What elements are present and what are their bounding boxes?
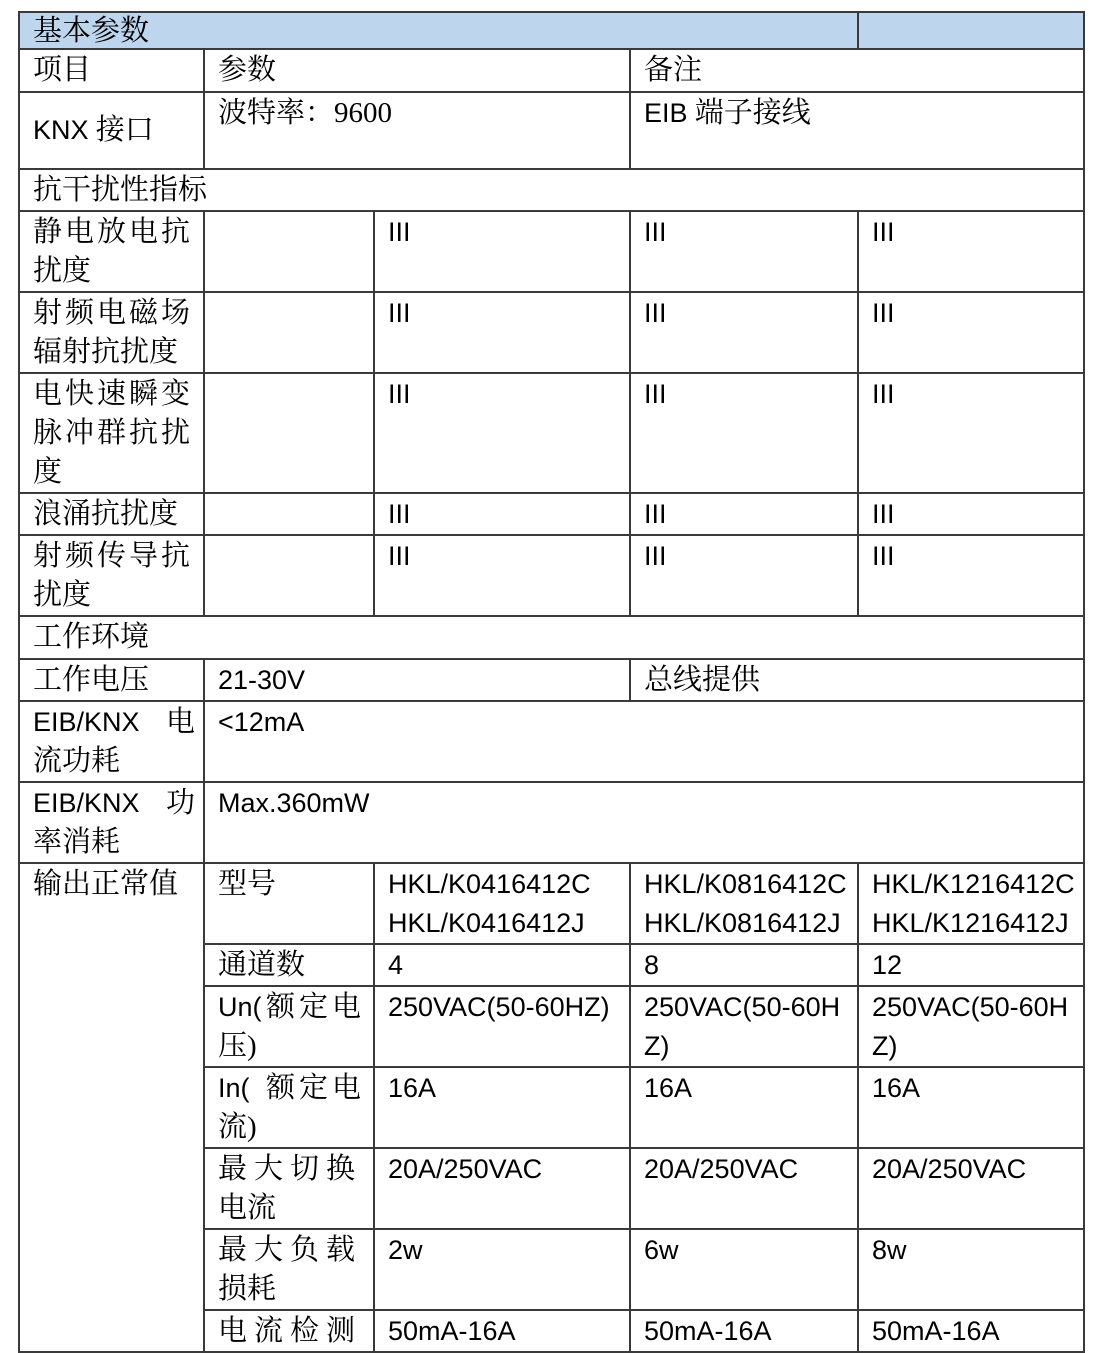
output-sublabel-cell	[204, 1148, 374, 1229]
rated-current-label-cn: 额定电	[265, 1072, 365, 1104]
rated-voltage-value: Z)	[644, 1031, 670, 1061]
output-sublabel-line	[218, 1069, 365, 1108]
col-header-param-cell	[204, 49, 630, 92]
power-value: Max.360mW	[218, 788, 370, 818]
output-sublabel: 电流检测	[218, 1315, 363, 1347]
environment-section-row	[19, 616, 1084, 659]
immunity-empty-cell	[204, 373, 374, 493]
voltage-value: 21-30V	[218, 665, 306, 695]
load-loss-value: 2w	[388, 1235, 423, 1265]
rated-voltage-value: Z)	[872, 1031, 898, 1061]
channel-count: 4	[388, 950, 404, 980]
immunity-empty-cell	[204, 211, 374, 292]
model-number: HKL/K0416412J	[388, 908, 585, 938]
immunity-label-line: 辐射抗扰度	[33, 336, 179, 368]
output-value-cell	[630, 944, 858, 986]
channel-count: 8	[644, 950, 660, 980]
output-section-label: 输出正常值	[33, 868, 179, 900]
output-value-cell	[374, 944, 630, 986]
col-header-param: 参数	[218, 54, 277, 86]
rated-current-value: 16A	[644, 1073, 693, 1103]
output-value-cell	[374, 1310, 630, 1352]
output-value-cell	[858, 1310, 1084, 1352]
rated-current-value: 16A	[388, 1073, 437, 1103]
output-model-row	[19, 863, 1084, 944]
current-label-cn: 电	[165, 706, 195, 738]
knx-param-cell	[204, 92, 630, 169]
current-detection-value: 50mA-16A	[872, 1316, 1000, 1346]
immunity-value-cell	[858, 373, 1084, 493]
model-number: HKL/K0816412C	[644, 869, 847, 899]
immunity-label-line: 度	[33, 456, 63, 488]
output-value-cell	[858, 1067, 1084, 1148]
immunity-value-cell	[374, 493, 630, 535]
knx-label-en: KNX	[33, 115, 89, 145]
immunity-label-line: 射频电磁场	[33, 297, 194, 329]
power-label-en: EIB/KNX	[33, 788, 140, 818]
current-label-en: EIB/KNX	[33, 707, 140, 737]
immunity-label-line: 浪涌抗扰度	[33, 498, 179, 530]
power-consumption-row	[19, 782, 1084, 863]
immunity-label-line: 扰度	[33, 255, 92, 287]
voltage-label-cell	[19, 659, 204, 701]
immunity-label-cell	[19, 211, 204, 292]
voltage-note: 总线提供	[644, 664, 761, 696]
power-label-line	[33, 784, 195, 823]
output-value-cell	[858, 944, 1084, 986]
max-switching-value: 20A/250VAC	[644, 1154, 799, 1184]
output-sublabel-cell	[204, 944, 374, 986]
immunity-label-cell	[19, 535, 204, 616]
voltage-value-cell	[204, 659, 630, 701]
output-value-cell	[630, 1148, 858, 1229]
immunity-row-esd	[19, 211, 1084, 292]
rated-voltage-label-cn: 额定电	[265, 991, 365, 1023]
immunity-label-cell	[19, 373, 204, 493]
model-number: HKL/K1216412J	[872, 908, 1069, 938]
rated-voltage-value: 250VAC(50-60HZ)	[388, 992, 610, 1022]
output-value-cell	[374, 1067, 630, 1148]
voltage-label: 工作电压	[33, 664, 150, 696]
col-header-item-cell	[19, 49, 204, 92]
rated-current-value: 16A	[872, 1073, 921, 1103]
immunity-label-line: 电快速瞬变	[33, 378, 194, 410]
output-value-cell	[858, 1148, 1084, 1229]
model-number: HKL/K0416412C	[388, 869, 591, 899]
model-number: HKL/K1216412C	[872, 869, 1075, 899]
max-switching-value: 20A/250VAC	[872, 1154, 1027, 1184]
output-value-cell	[374, 986, 630, 1067]
output-value-cell	[630, 1067, 858, 1148]
output-value-cell	[630, 1229, 858, 1310]
immunity-section-title: 抗干扰性指标	[33, 174, 208, 206]
output-sublabel-line: 电流	[218, 1192, 277, 1224]
current-label-line: 流功耗	[33, 745, 121, 777]
output-value-cell	[630, 1310, 858, 1352]
output-value-cell	[630, 863, 858, 944]
current-detection-value: 50mA-16A	[388, 1316, 516, 1346]
immunity-value-cell	[858, 493, 1084, 535]
immunity-value: III	[388, 298, 411, 328]
immunity-value: III	[644, 499, 667, 529]
immunity-value-cell	[374, 373, 630, 493]
immunity-value-cell	[630, 292, 858, 373]
immunity-label-line: 静电放电抗	[33, 216, 194, 248]
rated-current-label-en: In(	[218, 1073, 250, 1103]
environment-section-title: 工作环境	[33, 621, 150, 653]
output-section-label-cell	[19, 863, 204, 1352]
power-value-cell	[204, 782, 1084, 863]
power-label-line: 率消耗	[33, 826, 121, 858]
immunity-value-cell	[630, 373, 858, 493]
immunity-value-cell	[630, 535, 858, 616]
model-number: HKL/K0816412J	[644, 908, 841, 938]
output-value-cell	[374, 863, 630, 944]
rated-voltage-value: 250VAC(50-60H	[644, 992, 841, 1022]
immunity-label-cell	[19, 493, 204, 535]
knx-note-cell	[630, 92, 1084, 169]
voltage-note-cell	[630, 659, 1084, 701]
immunity-value: III	[388, 499, 411, 529]
rated-voltage-label-en: Un(	[218, 992, 262, 1022]
current-value-cell	[204, 701, 1084, 782]
output-sublabel-cell	[204, 1067, 374, 1148]
col-header-note: 备注	[644, 54, 703, 86]
output-sublabel-cell	[204, 1229, 374, 1310]
immunity-label-line: 扰度	[33, 579, 92, 611]
immunity-empty-cell	[204, 535, 374, 616]
immunity-value: III	[644, 541, 667, 571]
immunity-value: III	[872, 298, 895, 328]
immunity-value: III	[644, 217, 667, 247]
immunity-value: III	[872, 541, 895, 571]
rated-voltage-value: 250VAC(50-60H	[872, 992, 1069, 1022]
power-label-cell	[19, 782, 204, 863]
output-sublabel-line: 流)	[218, 1111, 257, 1143]
immunity-row-rf-conducted	[19, 535, 1084, 616]
output-sublabel-line: 最大切换	[218, 1153, 363, 1185]
output-sublabel-line	[218, 988, 365, 1027]
output-value-cell	[374, 1148, 630, 1229]
immunity-empty-cell	[204, 292, 374, 373]
immunity-label-line: 脉冲群抗扰	[33, 417, 194, 449]
load-loss-value: 6w	[644, 1235, 679, 1265]
immunity-value-cell	[858, 211, 1084, 292]
immunity-row-rf-field	[19, 292, 1084, 373]
immunity-value-cell	[374, 535, 630, 616]
output-value-cell	[858, 863, 1084, 944]
output-sublabel-cell	[204, 1310, 374, 1352]
immunity-empty-cell	[204, 493, 374, 535]
current-value: <12mA	[218, 707, 305, 737]
knx-label-cell	[19, 92, 204, 169]
col-header-item: 项目	[33, 54, 92, 86]
output-sublabel-line: 损耗	[218, 1273, 277, 1305]
output-value-cell	[858, 1229, 1084, 1310]
output-value-cell	[630, 986, 858, 1067]
knx-baudrate: 波特率：9600	[218, 97, 393, 129]
col-header-note-cell	[630, 49, 1084, 92]
current-label-line	[33, 703, 195, 742]
immunity-value: III	[388, 541, 411, 571]
immunity-value: III	[872, 217, 895, 247]
output-sublabel-cell	[204, 863, 374, 944]
output-sublabel-line: 最大负载	[218, 1234, 363, 1266]
immunity-value-cell	[630, 211, 858, 292]
immunity-value-cell	[374, 292, 630, 373]
immunity-label-line: 射频传导抗	[33, 540, 194, 572]
immunity-value: III	[872, 379, 895, 409]
output-sublabel: 通道数	[218, 949, 306, 981]
channel-count: 12	[872, 950, 903, 980]
knx-label-cn: 接口	[88, 114, 154, 146]
knx-note-cn: 端子接线	[687, 97, 811, 129]
immunity-row-surge	[19, 493, 1084, 535]
output-value-cell	[374, 1229, 630, 1310]
power-label-cn: 功	[165, 787, 195, 819]
immunity-value: III	[644, 379, 667, 409]
column-header-row	[19, 49, 1084, 92]
current-consumption-row	[19, 701, 1084, 782]
current-label-cell	[19, 701, 204, 782]
spec-table	[18, 11, 1085, 1353]
immunity-section-row	[19, 169, 1084, 211]
environment-section-cell	[19, 616, 1084, 659]
max-switching-value: 20A/250VAC	[388, 1154, 543, 1184]
output-sublabel-line: 压)	[218, 1030, 257, 1062]
immunity-label-cell	[19, 292, 204, 373]
output-sublabel: 型号	[218, 868, 277, 900]
knx-note-en: EIB	[644, 98, 688, 128]
immunity-value-cell	[630, 493, 858, 535]
load-loss-value: 8w	[872, 1235, 907, 1265]
immunity-value: III	[388, 379, 411, 409]
current-detection-value: 50mA-16A	[644, 1316, 772, 1346]
knx-interface-row	[19, 92, 1084, 169]
immunity-value: III	[872, 499, 895, 529]
table-title-cell	[19, 12, 858, 49]
table-title-spacer-cell	[858, 12, 1084, 49]
voltage-row	[19, 659, 1084, 701]
output-sublabel-cell	[204, 986, 374, 1067]
immunity-value-cell	[374, 211, 630, 292]
output-value-cell	[858, 986, 1084, 1067]
immunity-row-eft	[19, 373, 1084, 493]
immunity-value: III	[644, 298, 667, 328]
immunity-value-cell	[858, 535, 1084, 616]
immunity-value-cell	[858, 292, 1084, 373]
table-title: 基本参数	[33, 15, 150, 47]
immunity-section-cell	[19, 169, 1084, 211]
table-title-row	[19, 12, 1084, 49]
immunity-value: III	[388, 217, 411, 247]
